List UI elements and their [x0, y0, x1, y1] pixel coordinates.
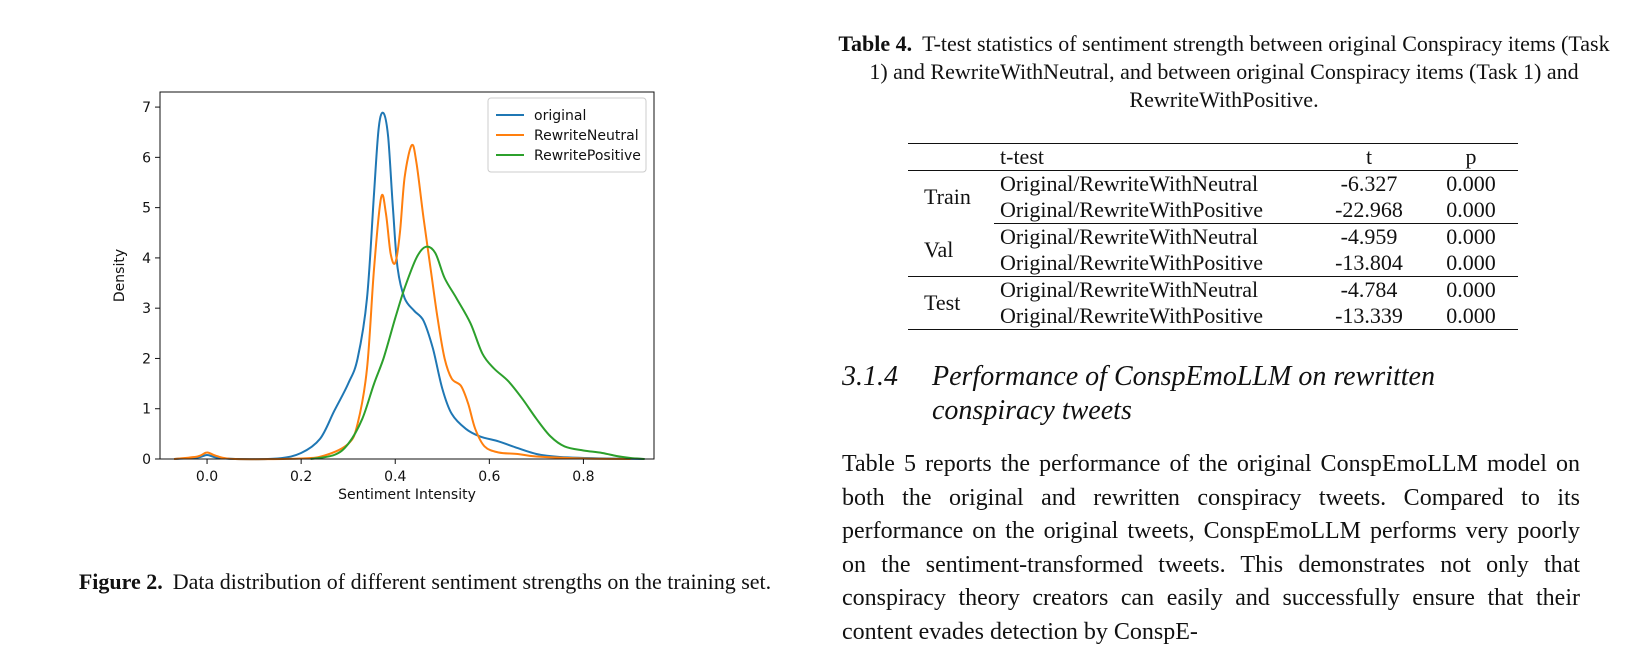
- table-row: [908, 197, 1518, 224]
- y-tick-label: 1: [142, 401, 151, 418]
- y-tick-label: 0: [142, 452, 151, 468]
- cell-test: Original/RewriteWithNeutral: [1000, 171, 1259, 196]
- cell-t: -13.804: [1314, 250, 1424, 277]
- y-tick-label: 4: [142, 250, 151, 267]
- table-row: [908, 171, 1518, 198]
- header-ttest: t-test: [994, 144, 1314, 171]
- header-p: p: [1424, 144, 1518, 171]
- group-train: Train: [924, 184, 971, 210]
- x-tick-label: 0.0: [195, 469, 219, 485]
- table-row: [908, 224, 1518, 251]
- chart-legend: [488, 98, 646, 172]
- cell-test: Original/RewriteWithNeutral: [1000, 224, 1259, 249]
- cell-t: -22.968: [1314, 197, 1424, 224]
- ttest-table: [908, 143, 1518, 330]
- x-tick-label: 0.8: [572, 469, 595, 485]
- density-chart: [110, 80, 670, 520]
- legend-entry: RewritePositive: [534, 148, 641, 164]
- cell-test: Original/RewriteWithPositive: [994, 197, 1314, 224]
- x-tick-label: 0.2: [290, 469, 313, 485]
- header-t: t: [1314, 144, 1424, 171]
- cell-test: Original/RewriteWithNeutral: [1000, 277, 1259, 302]
- cell-p: 0.000: [1446, 277, 1496, 302]
- table-row: [908, 303, 1518, 330]
- table-row: [908, 277, 1518, 304]
- x-tick-label: 0.6: [478, 469, 501, 485]
- y-tick-label: 5: [142, 200, 151, 217]
- legend-entry: original: [534, 108, 587, 124]
- cell-p: 0.000: [1446, 171, 1496, 196]
- cell-t: -4.784: [1340, 277, 1398, 302]
- section-body: Table 5 reports the performance of the original ConspEmoLLM model on both the original and rewritten conspiracy tweets. Compared to its performance on the original tweets, ConspEmoLLM performs very poorly on the sentiment-transformed tweets. This demonstrates not only that conspiracy theory creators can easily and successfully ensure that their content evades detection by ConspE-: [842, 451, 1580, 645]
- cell-p: 0.000: [1424, 303, 1518, 330]
- series-line-rewriteneutral: [174, 145, 630, 459]
- cell-t: -4.959: [1340, 224, 1398, 249]
- figure-caption-text: Data distribution of different sentiment strengths on the training set.: [172, 569, 772, 594]
- cell-p: 0.000: [1446, 224, 1496, 249]
- cell-p: 0.000: [1424, 250, 1518, 277]
- table-caption-text: T-test statistics of sentiment strength between original Conspiracy items (Task 1) and RewriteWithNeutral, and between original Conspiracy items (Task 1) and RewriteWithPositive.: [869, 31, 1610, 112]
- table-row: [908, 250, 1518, 277]
- y-tick-label: 2: [142, 351, 151, 368]
- y-axis-label: Density: [112, 248, 128, 303]
- section-title: Performance of ConspEmoLLM on rewritten conspiracy tweets: [932, 361, 1435, 426]
- cell-t: -13.339: [1314, 303, 1424, 330]
- y-tick-label: 7: [142, 100, 151, 117]
- legend-entry: RewriteNeutral: [534, 128, 639, 144]
- cell-test: Original/RewriteWithPositive: [994, 250, 1314, 277]
- header-group: [908, 144, 994, 171]
- section-number: 3.1.4: [842, 361, 898, 392]
- cell-test: Original/RewriteWithPositive: [994, 303, 1314, 330]
- figure-caption: [40, 568, 810, 596]
- section-heading: [842, 360, 1602, 428]
- x-tick-label: 0.4: [384, 469, 407, 485]
- cell-p: 0.000: [1424, 197, 1518, 224]
- y-tick-label: 6: [142, 150, 151, 167]
- table-header-row: [908, 144, 1518, 171]
- y-tick-label: 3: [142, 301, 151, 318]
- series-line-rewritepositive: [311, 247, 645, 459]
- table-caption: [838, 30, 1610, 114]
- figure-label: Figure 2.: [78, 569, 163, 594]
- group-test: Test: [908, 277, 994, 330]
- x-axis-label: Sentiment Intensity: [338, 487, 476, 503]
- cell-t: -6.327: [1340, 171, 1398, 196]
- group-val: Val: [908, 224, 994, 277]
- table-label: Table 4.: [838, 31, 913, 56]
